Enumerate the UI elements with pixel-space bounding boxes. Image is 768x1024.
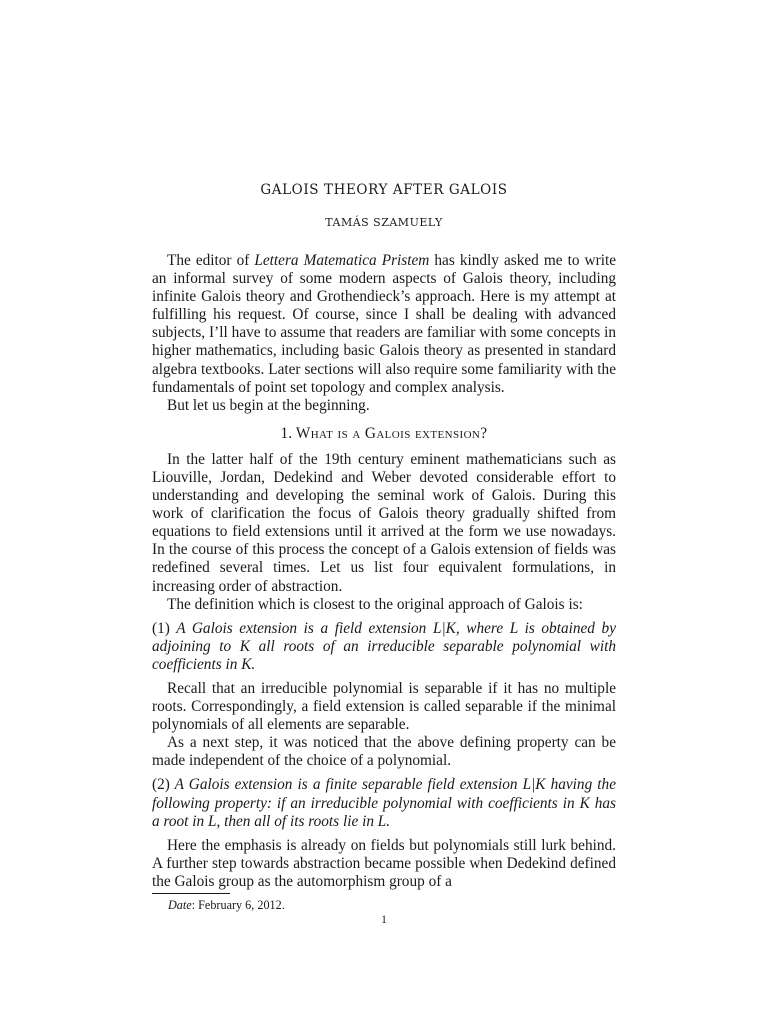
definition-1-text: A Galois extension is a field extension L|K, where L is obtained by adjoining to K all roots of an irreducible separable polynomial with coefficients in K. [152,619,616,673]
section-heading [152,425,616,443]
section-1-body [152,451,616,891]
section-title: What is a Galois extension? [295,424,488,442]
main-column [152,182,616,891]
page-number: 1 [381,914,387,926]
section-paragraph-2: The definition which is closest to the original approach of Galois is: [167,595,583,613]
definition-2-text: A Galois extension is a finite separable field extension L|K having the following property: if an irreducible polynomial with coefficients in K has a root in L, then all of its roots lie in L. [152,776,616,830]
intro-paragraph-1: The editor of Lettera Matematica Pristem has kindly asked me to write an informal survey of some modern aspects of Galois theory, including infinite Galois theory and Grothendieck’s approach. Here is my attempt at fulfilling his request. Of course, since I shall be dealing with advanced subjects, I’ll have to assume that readers are familiar with some concepts in higher mathematics, including basic Galois theory as presented in standard algebra textbooks. Later sections will also require some familiarity with the fundamentals of point set topology and complex analysis. [152,252,616,396]
section-paragraph-4: As a next step, it was noticed that the above defining property can be made independent of the choice of a polynomial. [152,734,616,770]
definition-1 [152,620,616,674]
intro-section [152,252,616,415]
section-paragraph-5: Here the emphasis is already on fields but polynomials still lurk behind. A further step towards abstraction became possible when Dedekind defined the Galois group as the automorphism group of a [152,836,616,890]
definition-2-number: (2) [152,776,170,794]
footnote [168,898,285,912]
section-paragraph-1: In the latter half of the 19th century eminent mathematicians such as Liouville, Jordan, Dedekind and Weber devoted considerable effort to understanding and developing the seminal work of Galois. During this work of clarification the focus of Galois theory gradually shifted from equations to field extensions until it arrived at the form we use nowadays. In the course of this process the concept of a Galois extension of fields was redefined several times. Let us list four equivalent formulations, in increasing order of abstraction. [152,450,616,595]
section-paragraph-3: Recall that an irreducible polynomial is separable if it has no multiple roots. Correspondingly, a field extension is called separable if the minimal polynomials of all elements are separable. [152,679,616,734]
footnote-label: Date [168,898,192,912]
paper-title: GALOIS THEORY AFTER GALOIS [260,182,508,198]
journal-name: Lettera Matematica Pristem [254,252,430,269]
footnote-text: : February 6, 2012. [191,898,285,912]
footnote-rule [152,893,230,894]
intro-paragraph-2: But let us begin at the beginning. [167,396,370,414]
section-number: 1. [280,424,293,442]
definition-2 [152,776,616,830]
definition-1-number: (1) [152,619,170,637]
paper-author: TAMÁS SZAMUELY [325,216,443,229]
